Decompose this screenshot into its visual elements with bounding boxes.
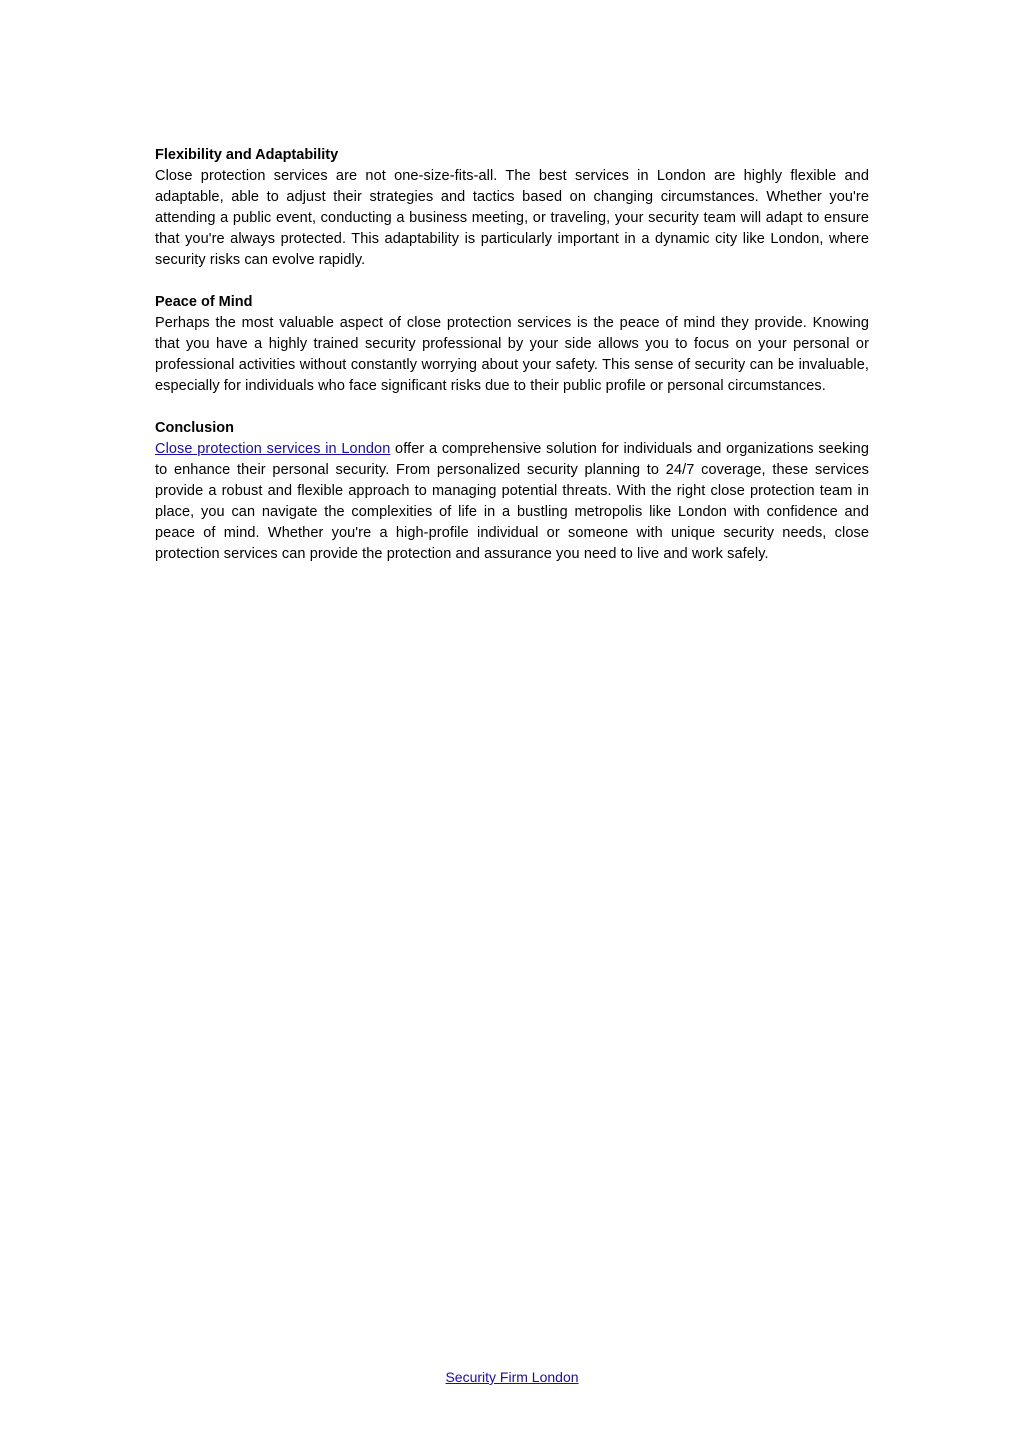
close-protection-link[interactable]: Close protection services in London (155, 441, 391, 457)
section-flexibility (155, 145, 869, 271)
section-paragraph (155, 439, 869, 565)
section-conclusion (155, 418, 869, 565)
conclusion-text: offer a comprehensive solution for individuals and organizations seeking to enhance their personal security. From personalized security planning to 24/7 coverage, these services provide a robust and flexible approach to managing potential threats. With the right close protection team in place, you can navigate the complexities of life in a bustling metropolis like London with confidence and peace of mind. Whether you're a high-profile individual or someone with unique security needs, close protection services can provide the protection and assurance you need to live and work safely. (155, 441, 869, 562)
section-peace-of-mind (155, 292, 869, 397)
page-footer (0, 1367, 1024, 1387)
section-heading: Flexibility and Adaptability (155, 147, 339, 163)
section-paragraph: Perhaps the most valuable aspect of close protection services is the peace of mind they provide. Knowing that you have a highly trained security professional by your side allows you to focus on your personal or professional activities without constantly worrying about your safety. This sense of security can be invaluable, especially for individuals who face significant risks due to their public profile or personal circumstances. (155, 315, 869, 394)
section-paragraph: Close protection services are not one-size-fits-all. The best services in London are highly flexible and adaptable, able to adjust their strategies and tactics based on changing circumstances. Whether you're attending a public event, conducting a business meeting, or traveling, your security team will adapt to ensure that you're always protected. This adaptability is particularly important in a dynamic city like London, where security risks can evolve rapidly. (155, 168, 869, 268)
section-heading: Conclusion (155, 420, 234, 436)
section-heading: Peace of Mind (155, 294, 253, 310)
footer-link[interactable]: Security Firm London (445, 1369, 579, 1385)
document-page-content (155, 145, 869, 586)
